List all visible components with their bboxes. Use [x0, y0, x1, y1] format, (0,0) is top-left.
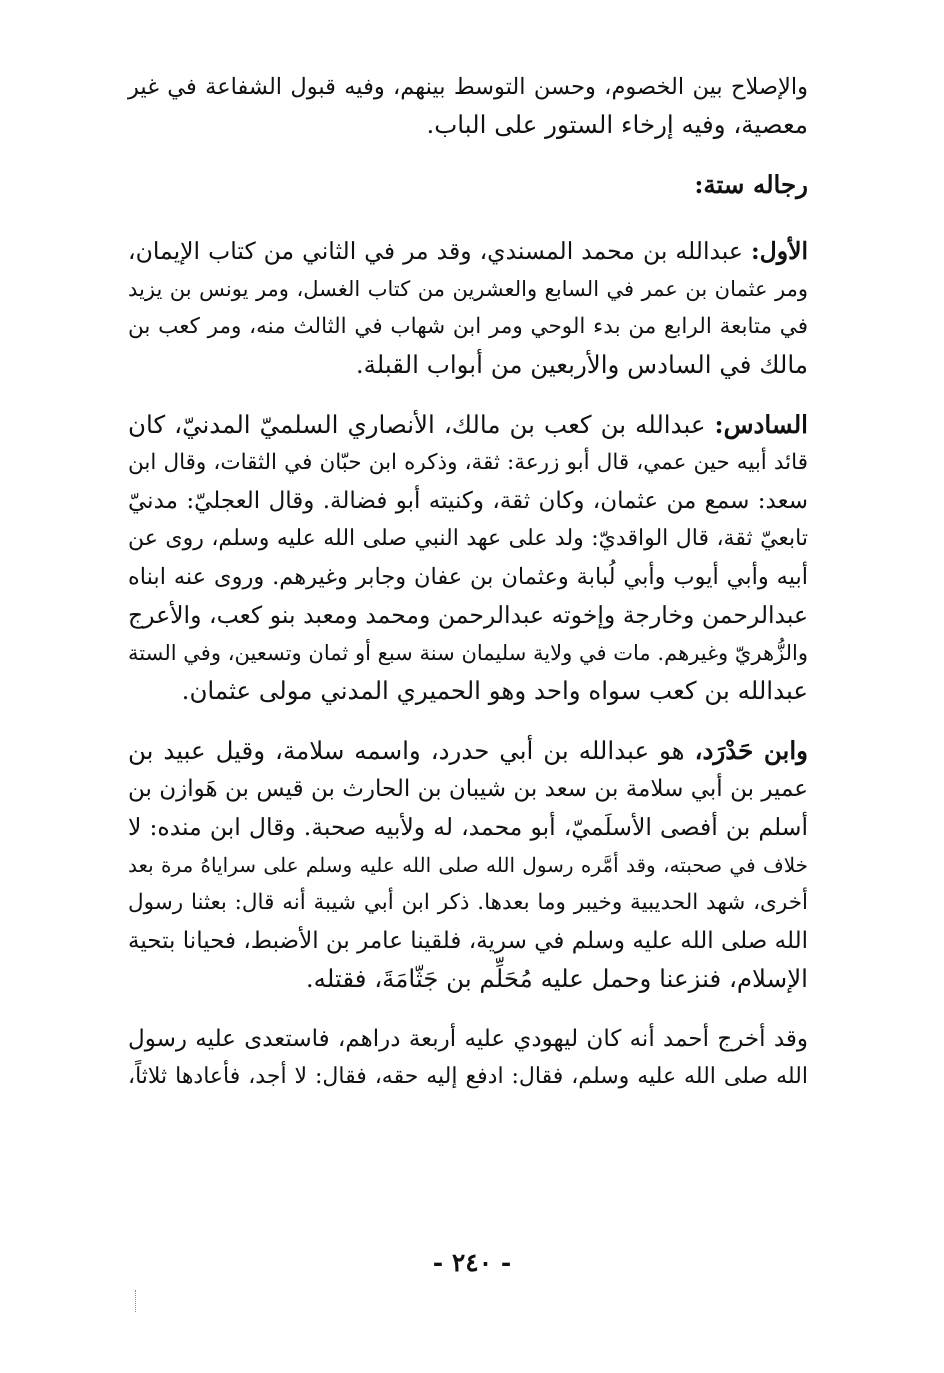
text-line: الله صلى الله عليه وسلم في سرية، فلقينا عامر بن الأضبط، فحيانا بتحية — [128, 928, 808, 954]
text-line: عمير بن أبي سلامة بن سعد بن شيبان بن الحارث بن قيس بن هَوازن بن — [128, 776, 808, 802]
text-line: سعد: سمع من عثمان، وكان ثقة، وكنيته أبو فضالة. وقال العجليّ: مدنيّ — [128, 488, 808, 514]
text-line: مالك في السادس والأربعين من أبواب القبلة. — [355, 350, 808, 379]
text-line: معصية، وفيه إرخاء الستور على الباب. — [426, 110, 808, 139]
paragraph-first-narrator — [128, 232, 808, 384]
text-line: الأول: عبدالله بن محمد المسندي، وقد مر في الثاني من كتاب الإيمان، — [128, 237, 808, 265]
paragraph-intro — [128, 68, 808, 144]
text-line: السادس: عبدالله بن كعب بن مالك، الأنصاري السلميّ المدنيّ، كان — [128, 410, 808, 439]
text-line: تابعيّ ثقة، قال الواقديّ: ولد على عهد النبي صلى الله عليه وسلم، روى عن — [128, 526, 808, 551]
text-line: الله صلى الله عليه وسلم، فقال: ادفع إليه حقه، فقال: لا أجد، فأعادها ثلاثاً، — [128, 1064, 808, 1089]
section-heading: رجاله ستة: — [694, 170, 808, 199]
text-line: وابن حَدْرَد، هو عبدالله بن أبي حدرد، واسمه سلامة، وقيل عبيد بن — [128, 736, 809, 765]
text-line: أسلم بن أفصى الأسلَميّ، أبو محمد، له ولأبيه صحبة. وقال ابن منده: لا — [128, 813, 808, 841]
paragraph-ibn-hadrad — [128, 732, 808, 998]
page-number: - ٢٤٠ - — [432, 1248, 512, 1277]
paragraph-lead: وابن حَدْرَد، — [694, 736, 809, 765]
paragraph-ahmad-narration — [128, 1020, 808, 1096]
paragraph-lead: السادس: — [714, 410, 808, 439]
paragraph-lead: الأول: — [750, 237, 808, 265]
text-line: عبدالله بن كعب سواه واحد وهو الحميري المدني مولى عثمان. — [181, 676, 808, 705]
text-line: والزُّهريّ وغيرهم. مات في ولاية سليمان سنة سبع أو ثمان وتسعين، وفي الستة — [128, 641, 808, 665]
scan-mark — [135, 1290, 138, 1312]
page-body — [128, 68, 808, 1118]
text-line: قائد أبيه حين عمي، قال أبو زرعة: ثقة، وذكره ابن حبّان في الثقات، وقال ابن — [128, 450, 808, 475]
text-line: في متابعة الرابع من بدء الوحي ومر ابن شهاب في الثالث منه، ومر كعب بن — [128, 314, 808, 339]
text-line: أخرى، شهد الحديبية وخيبر وما بعدها. ذكر ابن أبي شيبة أنه قال: بعثنا رسول — [128, 890, 808, 915]
text-line: خلاف في صحبته، وقد أمَّره رسول الله صلى الله عليه وسلم على سراياهُ مرة بعد — [128, 853, 808, 877]
text-line: عبدالرحمن وخارجة وإخوته عبدالرحمن ومحمد ومعبد بنو كعب، والأعرج — [128, 601, 808, 629]
text-line: والإصلاح بين الخصوم، وحسن التوسط بينهم، وفيه قبول الشفاعة في غير — [128, 74, 808, 100]
text-line: الإسلام، فنزعنا وحمل عليه مُحَلِّم بن جَثّامَةَ، فقتله. — [305, 964, 808, 993]
text-line: ومر عثمان بن عمر في السابع والعشرين من كتاب الغسل، ومر يونس بن يزيد — [128, 277, 808, 301]
text-line: وقد أخرج أحمد أنه كان ليهودي عليه أربعة دراهم، فاستعدى عليه رسول — [128, 1026, 808, 1052]
text-line: أبيه وأبي أيوب وأبي لُبابة وعثمان بن عفان وجابر وغيرهم. وروى عنه ابناه — [128, 564, 808, 590]
paragraph-sixth-narrator — [128, 406, 808, 710]
